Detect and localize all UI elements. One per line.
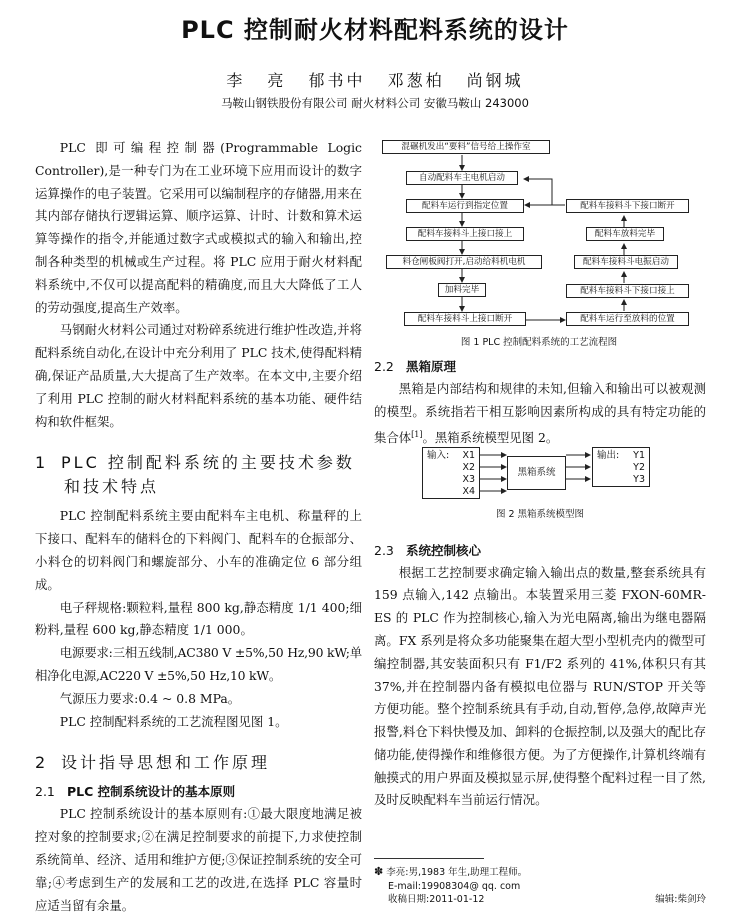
output-y1: Y1	[633, 450, 645, 461]
paper-title: PLC 控制耐火材料配料系统的设计	[181, 16, 569, 44]
footnote	[374, 865, 706, 907]
figure-1-caption: 图 1 PLC 控制配料系统的工艺流程图	[460, 337, 618, 348]
input-row-1	[427, 449, 475, 462]
section-1-paragraph-3: 电源要求:三相五线制,AC380 V ±5%,50 Hz,90 kW;单相净化电源,AC220 V ±5%,50 Hz,10 kW。	[35, 645, 362, 683]
section-2-1-number: 2.1	[35, 784, 55, 800]
author-list: 李 亮 郁书中 邓葱柏 尚钢城	[226, 71, 524, 90]
intro-paragraph-1: PLC 即可编程控制器(Programmable Logic Controller),是一种专门为在工业环境下应用而设计的数字运算操作的电子装置。它采用可以编制程序的存储器,用来在其内部存储执行逻辑运算、顺序运算、计时、计数和算术运算等操作的指令,并能通过数字式或模拟式的输入和输出,控制各种类型的机械或生产过程。将 PLC 应用于耐火材料配料系统中,不仅可以提高配料的精确度,而且大大降低了工人的劳动强度,提高生产效率。	[35, 140, 362, 315]
section-2-heading	[35, 751, 362, 775]
citation-1: [1]	[411, 429, 423, 439]
flow-box-right-3: 配料车接料斗电振启动	[574, 255, 678, 269]
flow-box-left-1: 自动配料车主电机启动	[406, 171, 518, 185]
output-y3: Y3	[633, 474, 645, 485]
flow-box-left-6: 配料车接料斗上接口断开	[404, 312, 526, 326]
footnote-author-info: 李亮:男,1983 年生,助理工程师。	[386, 867, 528, 878]
section-2-number: 2	[35, 753, 49, 773]
input-x4: X4	[462, 486, 475, 497]
figure-2-blackbox	[374, 444, 706, 524]
flow-box-right-2: 配料车放料完毕	[586, 227, 664, 241]
flow-box-start: 混碾机发出“要料”信号给上操作室	[382, 140, 550, 154]
footnote-rule	[374, 858, 484, 859]
affiliation: 马鞍山钢铁股份有限公司 耐火材料公司 安徽马鞍山 243000	[221, 96, 529, 110]
section-1-title-line1: PLC 控制配料系统的主要技术参数	[61, 453, 355, 473]
section-2-3-paragraph: 根据工艺控制要求确定输入输出点的数量,整套系统具有 159 点输入,142 点输出。本装置采用三菱 FXON-60MR-ES 的 PLC 作为控制核心,输入为光电隔离,输出为继电器隔离。FX 系列是将众多功能聚集在超大型小型机壳内的微型可编控制器,其安装面积只有 F1/F2 系列的 41%,体积只有其 37%,并在控制器内备有模拟电位器与 RUN/STOP 开关等方便功能。整个控制系统具有手动,自动,暂停,急停,故障声光报警,料仓下料快慢及加、卸料的仓振控制,以及强大的配比存储功能,使得操作和维修很方便。为了方便操作,计算机终端有触摸式的用户界面及模拟显示屏,使得整个配料过程一目了然,及时反映配料车当前运行情况。	[374, 564, 706, 808]
flow-box-right-5: 配料车运行至放料的位置	[566, 312, 689, 326]
section-1-paragraph-2: 电子秤规格:颗粒料,量程 800 kg,静态精度 1/1 400;细粉料,量程 600 kg,静态精度 1/1 000。	[35, 599, 362, 638]
output-y2: Y2	[633, 462, 645, 473]
section-1-number: 1	[35, 453, 49, 473]
section-1-title-line2: 和技术特点	[64, 477, 160, 497]
input-x1: X1	[462, 450, 475, 461]
flow-box-right-4: 配料车接料斗下接口接上	[566, 284, 689, 298]
section-2-2-text-tail: 。黑箱系统模型见图 2。	[422, 429, 559, 445]
right-column	[374, 356, 706, 812]
input-box	[422, 447, 480, 499]
input-x3: X3	[462, 474, 475, 485]
section-2-3-title: 系统控制核心	[406, 542, 482, 558]
figure-2-caption: 图 2 黑箱系统模型图	[495, 509, 585, 520]
section-2-2-text: 黑箱是内部结构和规律的未知,但输入和输出可以被观测的模型。系统指若干相互影响因素所构成的具有特定功能的集合体	[374, 381, 706, 445]
footnote-email: E-mail:19908304@ qq. com	[388, 880, 521, 892]
section-2-1-paragraph: PLC 控制系统设计的基本原则有:①最大限度地满足被控对象的控制要求;②在满足控制要求的前提下,力求使控制系统简单、经济、适用和维护方便;③保证控制系统的安全可靠;④考虑到生产的发展和工艺的改进,在选择 PLC 容量时应适当留有余量。	[35, 806, 362, 913]
footnote-author-line	[374, 865, 706, 880]
section-2-2-paragraph	[374, 378, 706, 450]
section-2-1-title: PLC 控制系统设计的基本原则	[67, 784, 236, 800]
flow-box-left-3: 配料车接料斗上接口接上	[406, 227, 524, 241]
footnote-star-icon: ✽	[374, 865, 384, 878]
editor-name: 编辑:柴剑玲	[655, 894, 706, 905]
flow-box-left-4: 料仓闸板阀打开,启动给料机电机	[386, 255, 542, 269]
flow-box-right-1: 配料车接料斗下接口断开	[566, 199, 689, 213]
blackbox-system: 黑箱系统	[507, 456, 566, 490]
section-1-paragraph-1: PLC 控制配料系统主要由配料车主电机、称量秤的上下接口、配料车的储料仓的下料阀门、配料车的仓振部分、小料仓的切料阀门和螺旋部分、小车的准确定位 6 部分组成。	[35, 508, 362, 592]
figure-1-flowchart	[374, 134, 704, 352]
input-label: 输入:	[427, 450, 450, 461]
flow-box-left-5: 加料完毕	[438, 283, 486, 297]
received-date: 收稿日期:2011-01-12	[388, 894, 485, 905]
section-2-1-heading	[35, 781, 362, 803]
flow-box-left-2: 配料车运行到指定位置	[406, 199, 524, 213]
output-label: 输出:	[597, 450, 620, 461]
section-2-title: 设计指导思想和工作原理	[61, 753, 271, 773]
section-2-2-heading	[374, 356, 706, 378]
section-2-3-heading	[374, 540, 706, 562]
footnote-dates	[374, 893, 706, 907]
input-x2: X2	[462, 462, 475, 473]
intro-paragraph-2: 马钢耐火材料公司通过对粉碎系统进行维护性改造,并将配料系统自动化,在设计中充分利用了 PLC 技术,使得配料精确,保证产品质量,大大提高了生产效率。在本文中,主要介绍了利用 PLC 控制的耐火材料配料系统的基本功能、硬件结构和软件框架。	[35, 322, 362, 429]
section-2-2-number: 2.2	[374, 359, 394, 374]
left-column	[35, 137, 362, 913]
section-1-heading	[35, 451, 362, 499]
section-2-2-title: 黑箱原理	[406, 359, 457, 374]
section-1-paragraph-5: PLC 控制配料系统的工艺流程图见图 1。	[59, 713, 288, 729]
output-row-1	[597, 449, 645, 462]
section-2-3-number: 2.3	[374, 542, 394, 558]
output-box	[592, 447, 650, 487]
section-1-paragraph-4: 气源压力要求:0.4 ~ 0.8 MPa。	[59, 690, 241, 706]
